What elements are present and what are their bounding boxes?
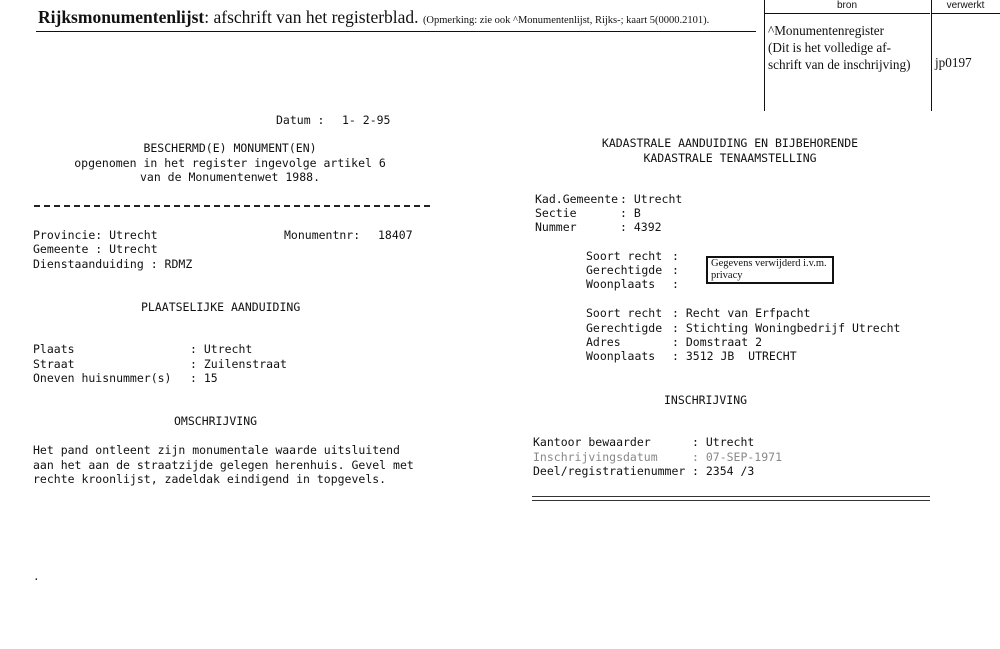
woonplaats-label: Woonplaats — [586, 277, 656, 291]
kadastrale-heading — [560, 136, 900, 165]
adres-value: : Domstraat 2 — [672, 335, 763, 349]
dashed-separator — [34, 205, 430, 207]
kantoor-label: Kantoor bewaarder — [533, 435, 651, 449]
monumentnr-value: 18407 — [378, 228, 413, 242]
omschrijving-heading: OMSCHRIJVING — [174, 414, 258, 428]
omschrijving-line: aan het aan de straatzijde gelegen herenhuis. Gevel met — [33, 457, 414, 472]
nummer-label: Nummer — [535, 220, 577, 234]
closing-rule — [532, 500, 930, 501]
woonplaats-label: Woonplaats — [586, 349, 656, 363]
inschrijving-heading: INSCHRIJVING — [664, 393, 748, 407]
bron-line: ^Monumentenregister — [768, 23, 885, 38]
verwerkt-header: verwerkt — [931, 0, 1000, 14]
heading-line: KADASTRALE TENAAMSTELLING — [643, 150, 817, 165]
soort-recht-label: Soort recht — [586, 306, 663, 320]
soort-recht-value: : — [672, 249, 679, 263]
plaats-value: : Utrecht — [190, 342, 253, 356]
plaats-heading: PLAATSELIJKE AANDUIDING — [141, 300, 301, 314]
nummer-value: : 4392 — [620, 220, 662, 234]
gerechtigde-value: : Stichting Woningbedrijf Utrecht — [672, 321, 901, 335]
stray-mark: . — [33, 570, 40, 583]
monument-title — [40, 141, 420, 185]
document-title — [38, 7, 709, 28]
bron-header: bron — [764, 0, 930, 14]
kantoor-value: : Utrecht — [692, 435, 755, 449]
title-line: BESCHERMD(E) MONUMENT(EN) — [143, 141, 317, 155]
soort-recht-value: : Recht van Erfpacht — [672, 306, 811, 320]
omschrijving-line: Het pand ontleent zijn monumentale waarde uitsluitend — [33, 443, 400, 457]
deel-label: Deel/registratienummer — [533, 464, 686, 478]
deel-value: : 2354 /3 — [692, 464, 755, 478]
straat-value: : Zuilenstraat — [190, 357, 287, 371]
omschrijving-line: rechte kroonlijst, zadeldak eindigend in topgevels. — [33, 472, 387, 486]
bron-line: schrift van de inschrijving) — [768, 57, 911, 72]
header-rule — [36, 31, 756, 32]
bron-line: (Dit is het volledige af- — [768, 40, 892, 55]
woonplaats-value: : 3512 JB UTRECHT — [672, 349, 797, 363]
title-line: van de Monumentenwet 1988. — [139, 170, 320, 184]
datum-value: 1- 2-95 — [342, 113, 391, 127]
huisnummer-label: Oneven huisnummer(s) — [33, 371, 172, 385]
gemeente: Gemeente : Utrecht — [33, 242, 158, 256]
inschrijvingsdatum-label: Inschrijvingsdatum — [533, 450, 658, 464]
inschrijvingsdatum-value: : 07-SEP-1971 — [692, 450, 783, 464]
soort-recht-label: Soort recht — [586, 249, 663, 263]
plaats-label: Plaats — [33, 342, 75, 356]
sectie-value: : B — [620, 206, 641, 220]
dienstaanduiding: Dienstaanduiding : RDMZ — [33, 257, 193, 271]
title-line: opgenomen in het register ingevolge artikel 6 — [74, 155, 386, 170]
woonplaats-value: : — [672, 277, 679, 291]
kad-gemeente-value: : Utrecht — [620, 192, 683, 206]
provincie: Provincie: Utrecht — [33, 228, 158, 242]
title-bold: Rijksmonumentenlijst — [38, 7, 205, 27]
heading-line: KADASTRALE AANDUIDING EN BIJBEHORENDE — [601, 136, 859, 150]
bron-text — [768, 22, 910, 73]
omschrijving-text — [33, 443, 414, 487]
verwerkt-value: jp0197 — [935, 55, 972, 70]
huisnummer-value: : 15 — [190, 371, 218, 385]
straat-label: Straat — [33, 357, 75, 371]
closing-rule — [532, 496, 930, 497]
kad-gemeente-label: Kad.Gemeente — [535, 192, 619, 206]
gerechtigde-label: Gerechtigde — [586, 321, 663, 335]
title-note: (Opmerking: zie ook ^Monumentenlijst, Rijks-; kaart 5(0000.2101). — [422, 15, 710, 26]
title-rest: : afschrift van het registerblad. — [204, 7, 419, 27]
privacy-redaction-box: Gegevens verwijderd i.v.m. privacy — [706, 256, 834, 284]
sectie-label: Sectie — [535, 206, 577, 220]
monumentnr-label: Monumentnr: — [284, 228, 361, 242]
gerechtigde-value: : — [672, 263, 679, 277]
gerechtigde-label: Gerechtigde — [586, 263, 663, 277]
datum-label: Datum : — [276, 113, 325, 127]
adres-label: Adres — [586, 335, 621, 349]
